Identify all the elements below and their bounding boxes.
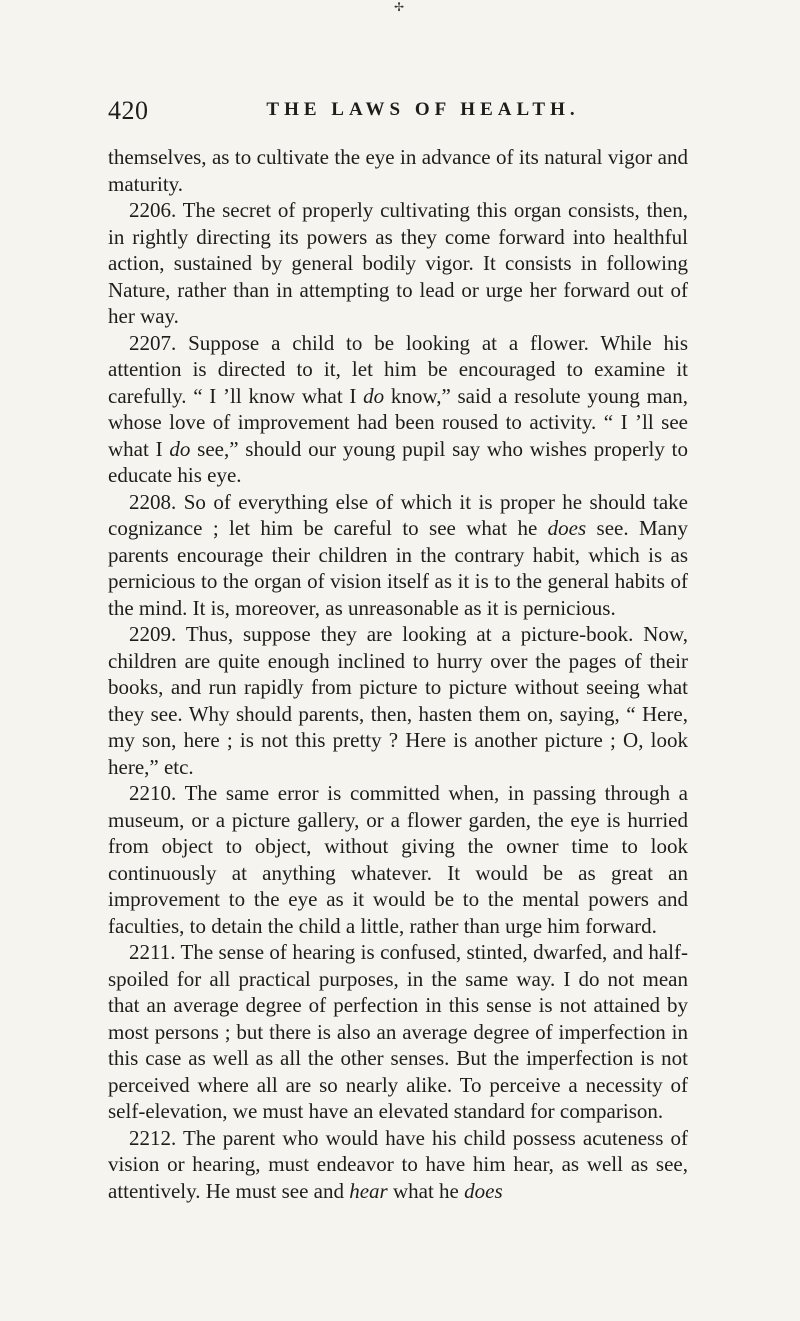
paragraph bbox=[108, 939, 688, 1125]
text-run: themselves, as to cultivate the eye in advance of its natural vigor and maturity. bbox=[108, 145, 688, 196]
paragraph bbox=[108, 197, 688, 330]
paragraph bbox=[108, 144, 688, 197]
paragraph bbox=[108, 489, 688, 622]
paragraph bbox=[108, 621, 688, 780]
italic-text: does bbox=[547, 516, 587, 540]
text-run: 2206. The secret of properly cultivating this organ consists, then, in rightly directing its powers as they come forward into healthful action, sustained by general bodily vigor. It consists in following Nature, rather than in attempting to lead or urge her forward out of her way. bbox=[108, 198, 688, 328]
paragraph bbox=[108, 780, 688, 939]
page-corner-decoration bbox=[760, 1241, 800, 1321]
text-run: see. Many parents encourage their children in the contrary habit, which is as pernicious to the organ of vision itself as it is to the general habits of the mind. It is, moreover, as unreasonable as it is pernicious. bbox=[108, 516, 688, 620]
running-head bbox=[108, 96, 688, 126]
margin-mark: ✢ bbox=[394, 0, 405, 14]
paragraph bbox=[108, 330, 688, 489]
italic-text: do bbox=[169, 436, 191, 461]
italic-text: do bbox=[363, 383, 385, 408]
text-run: 2208. So of everything else of which it is proper he should take cognizance ; let him be careful to see what he bbox=[108, 489, 688, 540]
book-page bbox=[108, 96, 688, 1204]
text-run: 2212. The parent who would have his child possess acuteness of vision or hearing, must endeavor to have him hear, as well as see, attentively. He must see and bbox=[108, 1125, 688, 1203]
text-run: see,” should our young pupil say who wishes properly to educate his eye. bbox=[108, 436, 688, 487]
italic-text: hear bbox=[349, 1178, 388, 1203]
text-run: 2210. The same error is committed when, in passing through a museum, or a picture gallery, or a flower garden, the eye is hurried from object to object, without giving the owner time to look continuously at anything whatever. It would be as great an improvement to the eye as it would be to the mental powers and faculties, to detain the child a little, rather than urge him forward. bbox=[108, 781, 688, 938]
text-run: 2211. The sense of hearing is confused, stinted, dwarfed, and half-spoiled for all practical purposes, in the same way. I do not mean that an average degree of perfection in this sense is not attained by most persons ; but there is also an average degree of imperfection in this case as well as all the other senses. But the imperfection is not perceived where all are so nearly alike. To perceive a necessity of self-elevation, we must have an elevated standard for comparison. bbox=[108, 940, 688, 1123]
text-run: know,” said a resolute young man, whose love of improvement had been roused to activity. “ I ’ll see what I bbox=[108, 383, 689, 461]
running-title: THE LAWS OF HEALTH. bbox=[266, 99, 580, 120]
text-run: 2209. Thus, suppose they are looking at a picture-book. Now, children are quite enough inclined to hurry over the pages of their books, and run rapidly from picture to picture without seeing what they see. Why should parents, then, hasten them on, saying, “ Here, my son, here ; is not this pretty ? Here is another picture ; O, look here,” etc. bbox=[108, 622, 688, 779]
page-number: 420 bbox=[108, 96, 149, 125]
text-run: 2207. Suppose a child to be looking at a flower. While his attention is directed to it, let him be encouraged to examine it carefully. “ I ’ll know what I bbox=[108, 330, 688, 408]
text-run: what he bbox=[387, 1178, 465, 1203]
body-text bbox=[108, 144, 688, 1204]
italic-text: does bbox=[464, 1178, 503, 1203]
paragraph bbox=[108, 1125, 688, 1205]
